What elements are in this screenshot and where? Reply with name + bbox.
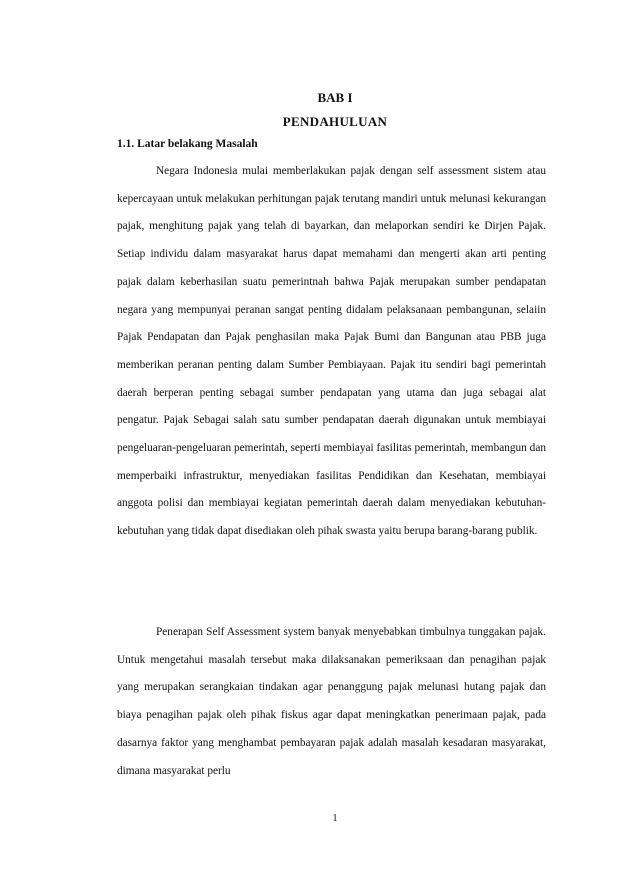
paragraph-1: Negara Indonesia mulai memberlakukan pajak dengan self assessment sistem atau kepercayaan untuk melakukan perhitungan pajak terutang mandiri untuk melunasi kekurangan pajak, menghitung pajak yang telah di bayarkan, dan melaporkan sendiri ke Dirjen Pajak. Setiap individu dalam masyarakat harus dapat memahami dan mengerti akan arti penting pajak dalam keberhasilan suatu pemerintnah bahwa Pajak merupakan sumber pendapatan negara yang mempunyai peranan sangat penting didalam pelaksanaan pembangunan, selaiin Pajak Pendapatan dan Pajak penghasilan maka Pajak Bumi dan Bangunan atau PBB juga memberikan peranan penting dalam Sumber Pembiayaan. Pajak itu sendiri bagi pemerintah daerah berperan penting sebagai sumber pendapatan yang utama dan juga sebagai alat pengatur. Pajak Sebagai salah satu sumber pendapatan daerah digunakan untuk membiayai pengeluaran-pengeluaran pemerintah, seperti membiayai fasilitas pemerintah, membangun dan memperbaiki infrastruktur, menyediakan fasilitas Pendidikan dan Kesehatan, membiayai anggota polisi dan membiayai kegiatan pemerintah daerah dalam menyediakan kebutuhan-kebutuhan yang tidak dapat disediakan oleh pihak swasta yaitu berupa barang-barang publik. bbox=[117, 165, 546, 538]
chapter-label: BAB I bbox=[317, 90, 353, 105]
section-heading: 1.1. Latar belakang Masalah bbox=[117, 138, 258, 150]
page-number: 1 bbox=[332, 813, 338, 824]
chapter-title: PENDAHULUAN bbox=[282, 114, 388, 129]
paragraph-2: Penerapan Self Assessment system banyak menyebabkan timbulnya tunggakan pajak. Untuk mengetahui masalah tersebut maka dilaksanakan pemeriksaan dan penagihan pajak yang merupakan serangkaian tindakan agar penanggung pajak melunasi hutang pajak dan biaya penagihan pajak oleh pihak fiskus agar dapat meningkatkan penerimaan pajak, pada dasarnya faktor yang menghambat pembayaran pajak adalah masalah kesadaran masyarakat, dimana masyarakat perlu bbox=[117, 626, 546, 777]
